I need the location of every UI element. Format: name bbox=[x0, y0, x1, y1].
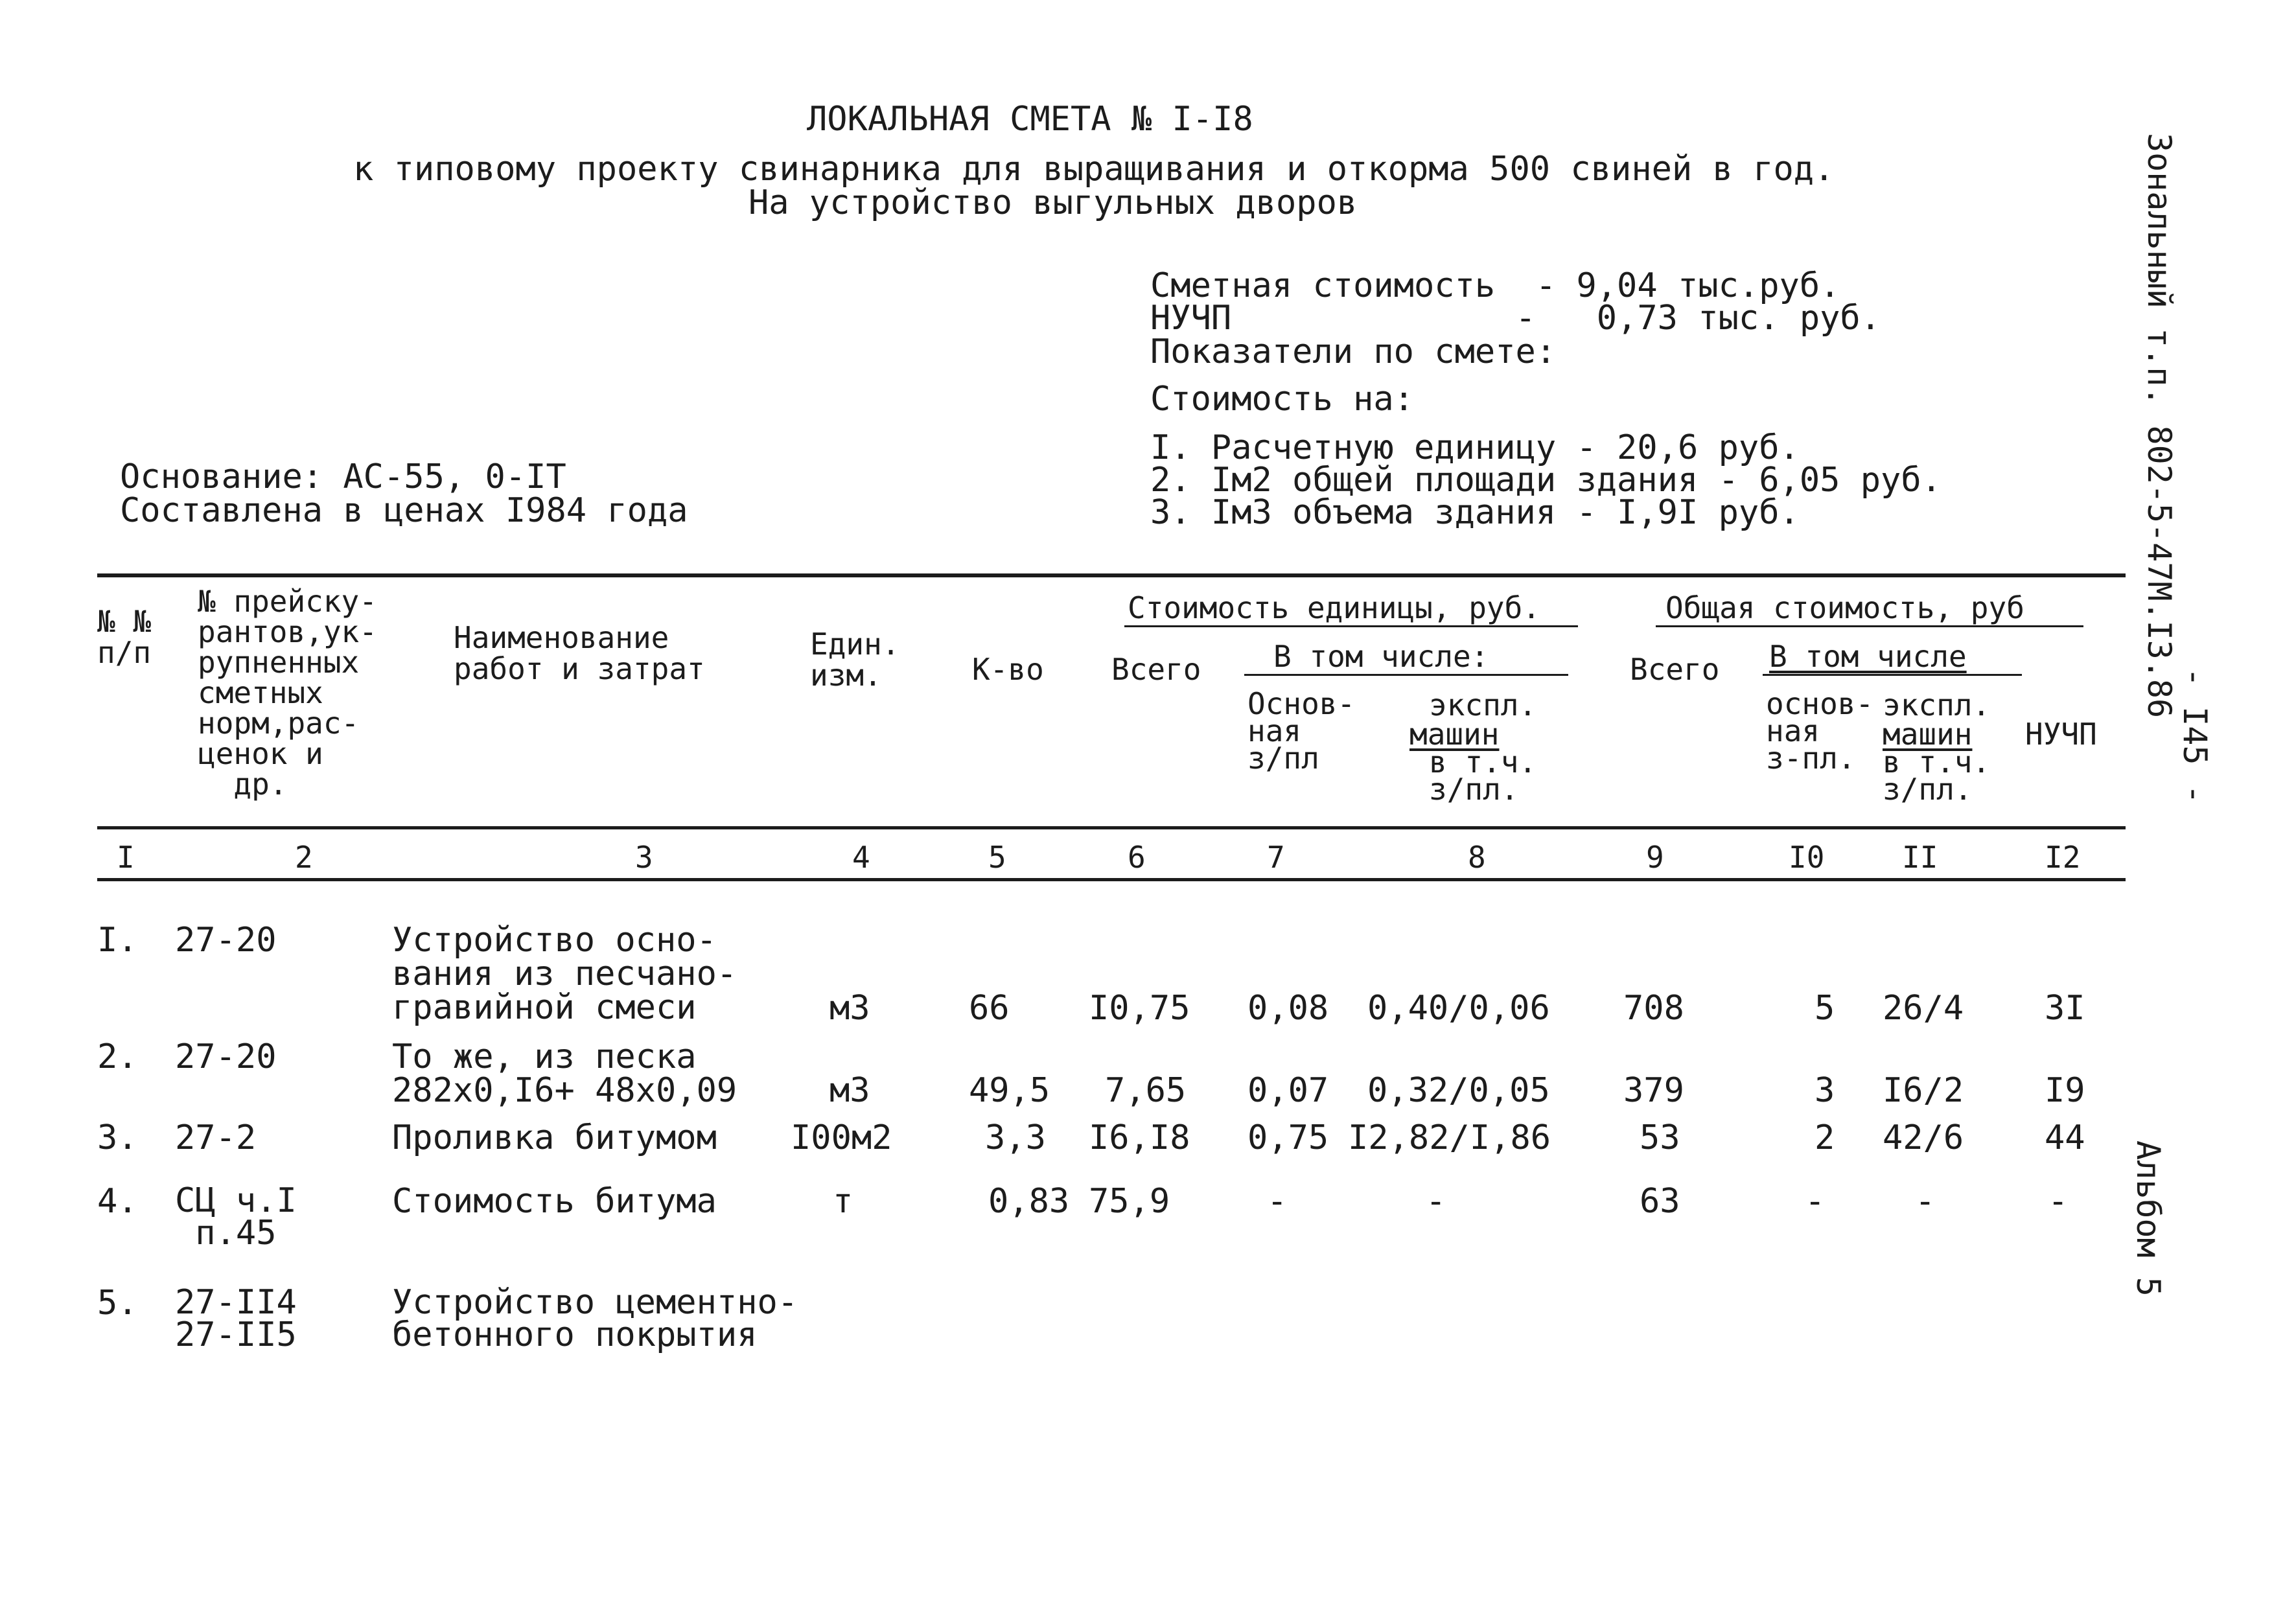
header-total: Всего bbox=[1630, 652, 1720, 687]
header-unit-total: Всего bbox=[1111, 652, 1201, 687]
row-unit-basic: - bbox=[1267, 1182, 1288, 1221]
indicator-1: I. Расчетную единицу - 20,6 руб. bbox=[1150, 428, 1800, 467]
row-total: 379 bbox=[1623, 1071, 1684, 1110]
row-total: 708 bbox=[1623, 989, 1684, 1028]
row-unit: м3 bbox=[829, 1071, 870, 1110]
indicator-3: 3. Iм3 объема здания - I,9I руб. bbox=[1150, 493, 1800, 532]
indicators-title: Показатели по смете: bbox=[1150, 332, 1557, 371]
header-total-machines-2: машин bbox=[1883, 717, 1973, 752]
col-number-3: 3 bbox=[635, 840, 653, 875]
header-unit-machines-1: экспл. bbox=[1429, 688, 1537, 723]
header-unit-including: В том числе: bbox=[1273, 639, 1489, 674]
row-total-basic: 2 bbox=[1815, 1118, 1835, 1157]
header-total-machines-1: экспл. bbox=[1883, 688, 1991, 723]
row-name: Проливка битумом bbox=[392, 1118, 717, 1157]
row-unit: м3 bbox=[829, 989, 870, 1028]
col-number-4: 4 bbox=[852, 840, 870, 875]
row-unit-basic: 0,08 bbox=[1247, 989, 1329, 1028]
total-incl-underline bbox=[1763, 674, 2022, 676]
unit-incl-underline bbox=[1244, 674, 1568, 676]
header-price-code: № прейску- рантов,ук- рупненных сметных норм,рас- ценок и др. bbox=[198, 584, 377, 802]
header-total-cost-group: Общая стоимость, руб bbox=[1665, 590, 2024, 625]
row-number: 3. bbox=[97, 1118, 138, 1157]
row-name: То же, из песка 282х0,I6+ 48х0,09 bbox=[392, 1037, 737, 1110]
col-number-12: I2 bbox=[2045, 840, 2081, 875]
row-total-machines: 26/4 bbox=[1883, 989, 1964, 1028]
row-code: 27-20 bbox=[175, 1037, 277, 1076]
project-code-vertical: Зональный т.п. 802-5-47М.I3.86 bbox=[2140, 133, 2178, 719]
col-number-1: I bbox=[117, 840, 135, 875]
basis-line: Основание: АС-55, 0-IТ bbox=[120, 457, 566, 496]
header-unit-basic-wage: Основ- ная з/пл bbox=[1247, 686, 1356, 776]
col-number-10: I0 bbox=[1789, 840, 1825, 875]
row-code: СЦ ч.I п.45 bbox=[175, 1181, 297, 1253]
nuchp-cost: НУЧП - 0,73 тыс. руб. bbox=[1150, 299, 1881, 338]
estimated-cost: Сметная стоимость - 9,04 тыс.руб. bbox=[1150, 266, 1840, 305]
row-code: 27-II4 27-II5 bbox=[175, 1283, 297, 1354]
row-total: 63 bbox=[1640, 1182, 1680, 1221]
row-unit-total: 7,65 bbox=[1105, 1071, 1187, 1110]
row-unit-basic: 0,07 bbox=[1247, 1071, 1329, 1110]
header-nuchp: НУЧП bbox=[2025, 717, 2097, 752]
row-total-basic: 5 bbox=[1815, 989, 1835, 1028]
row-name: Устройство осно- вания из песчано- гравийной смеси bbox=[392, 921, 737, 1027]
document-subtitle-2: На устройство выгульных дворов bbox=[748, 183, 1358, 222]
table-top-rule bbox=[97, 573, 2126, 577]
header-qty: К-во bbox=[972, 652, 1044, 687]
col-number-11: II bbox=[1902, 840, 1938, 875]
row-unit-machines: 0,32/0,05 bbox=[1367, 1071, 1550, 1110]
header-unit-machines-2: машин bbox=[1409, 717, 1500, 752]
row-number: 2. bbox=[97, 1037, 138, 1076]
header-total-including: В том числе bbox=[1769, 639, 1967, 674]
unit-cost-underline bbox=[1124, 625, 1578, 627]
row-total-machines: - bbox=[1915, 1182, 1936, 1221]
header-unit: Един. изм. bbox=[810, 627, 900, 693]
row-number: 4. bbox=[97, 1182, 138, 1221]
col-number-6: 6 bbox=[1128, 840, 1146, 875]
col-number-9: 9 bbox=[1646, 840, 1664, 875]
row-total-basic: - bbox=[1805, 1182, 1826, 1221]
album-label-vertical: Альбом 5 bbox=[2129, 1140, 2167, 1297]
row-unit-machines: 0,40/0,06 bbox=[1367, 989, 1550, 1028]
row-number: I. bbox=[97, 921, 138, 960]
row-unit-machines: I2,82/I,86 bbox=[1348, 1118, 1551, 1157]
row-total-basic: 3 bbox=[1815, 1071, 1835, 1110]
header-total-machines-3: в т.ч. з/пл. bbox=[1883, 745, 1991, 807]
row-qty: 49,5 bbox=[969, 1071, 1050, 1110]
row-qty: 66 bbox=[969, 989, 1010, 1028]
row-unit-total: I0,75 bbox=[1089, 989, 1190, 1028]
prices-year-line: Составлена в ценах I984 года bbox=[120, 491, 688, 530]
header-unit-machines-3: в т.ч. з/пл. bbox=[1429, 745, 1537, 807]
row-name: Стоимость битума bbox=[392, 1182, 717, 1221]
row-code: 27-20 bbox=[175, 921, 277, 960]
row-unit: I00м2 bbox=[791, 1118, 892, 1157]
colnum-bottom-rule bbox=[97, 878, 2126, 881]
header-unit-cost-group: Стоимость единицы, руб. bbox=[1128, 590, 1540, 625]
header-row-number: № № п/п bbox=[97, 604, 152, 670]
row-nuchp: - bbox=[2048, 1182, 2069, 1221]
document-subtitle: к типовому проекту свинарника для выращивания и откорма 500 свиней в год. bbox=[353, 150, 1835, 189]
col-number-5: 5 bbox=[988, 840, 1006, 875]
row-qty: 3,3 bbox=[985, 1118, 1046, 1157]
row-total-machines: 42/6 bbox=[1883, 1118, 1964, 1157]
indicator-2: 2. Iм2 общей площади здания - 6,05 руб. bbox=[1150, 461, 1942, 500]
col-number-2: 2 bbox=[295, 840, 313, 875]
row-name: Устройство цементно- бетонного покрытия bbox=[392, 1283, 798, 1354]
col-number-7: 7 bbox=[1267, 840, 1285, 875]
row-unit: т bbox=[833, 1182, 853, 1221]
row-total-machines: I6/2 bbox=[1883, 1071, 1964, 1110]
row-unit-total: I6,I8 bbox=[1089, 1118, 1190, 1157]
row-number: 5. bbox=[97, 1284, 138, 1323]
header-total-basic-wage: основ- ная з-пл. bbox=[1766, 686, 1874, 776]
row-nuchp: 44 bbox=[2045, 1118, 2085, 1157]
row-code: 27-2 bbox=[175, 1118, 257, 1157]
row-unit-total: 75,9 bbox=[1089, 1182, 1170, 1221]
row-unit-machines: - bbox=[1426, 1182, 1446, 1221]
row-unit-basic: 0,75 bbox=[1247, 1118, 1329, 1157]
header-work-name: Наименование работ и затрат bbox=[454, 620, 705, 686]
cost-on-label: Стоимость на: bbox=[1150, 380, 1414, 419]
header-bottom-rule bbox=[97, 826, 2126, 829]
total-cost-underline bbox=[1656, 625, 2083, 627]
row-nuchp: 3I bbox=[2045, 989, 2085, 1028]
row-total: 53 bbox=[1640, 1118, 1680, 1157]
row-qty: 0,83 bbox=[988, 1182, 1070, 1221]
row-nuchp: I9 bbox=[2045, 1071, 2085, 1110]
document-title: ЛОКАЛЬНАЯ СМЕТА № I-I8 bbox=[807, 100, 1253, 139]
col-number-8: 8 bbox=[1468, 840, 1486, 875]
page-number-vertical: - I45 - bbox=[2176, 667, 2214, 804]
